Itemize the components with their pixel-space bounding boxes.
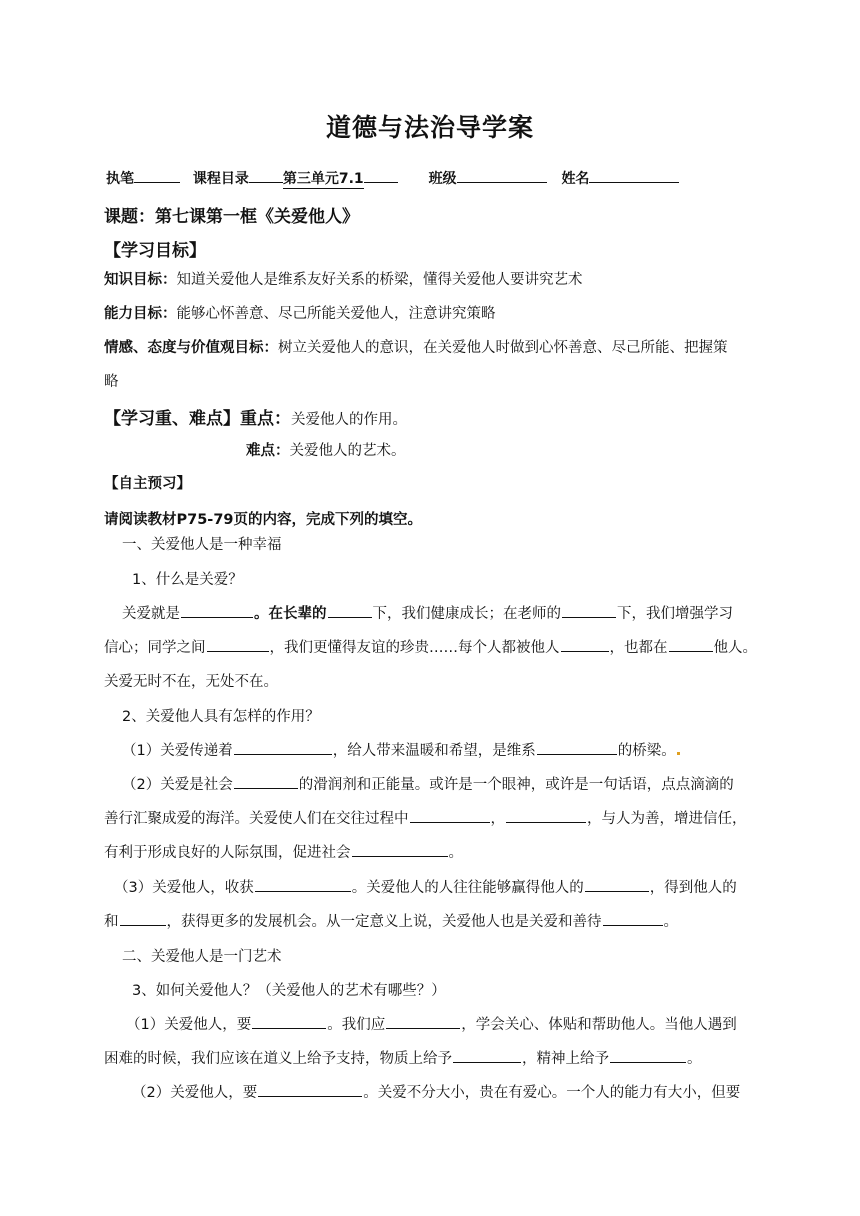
- blank[interactable]: [234, 739, 332, 755]
- mark-dot: [677, 752, 680, 755]
- blank[interactable]: [258, 1081, 362, 1097]
- ability-label: 能力目标：: [104, 306, 177, 322]
- catalog-blank: [249, 166, 283, 183]
- p1-line-3: 关爱无时不在，无处不在。: [104, 674, 278, 690]
- ability-goal: [104, 302, 496, 323]
- catalog-blank-2: [364, 166, 398, 183]
- question-1: 1、什么是关爱？: [132, 572, 243, 588]
- key-label: 【学习重、难点】重点：: [104, 409, 291, 429]
- goals-heading: 【学习目标】: [104, 241, 206, 261]
- p2-line: （1）关爱传递着 ，给人带来温暖和希望，是维系 的桥梁。: [122, 739, 680, 760]
- emotion-goal: [104, 336, 728, 357]
- pen-blank[interactable]: [134, 166, 180, 183]
- question-2: 2、关爱他人具有怎样的作用？: [122, 709, 320, 725]
- preview-heading: 【自主预习】: [104, 476, 191, 492]
- class-blank[interactable]: [457, 166, 547, 183]
- key-point: [104, 404, 407, 429]
- section-2-heading: 二、关爱他人是一门艺术: [122, 949, 282, 965]
- catalog-label: 课程目录: [192, 171, 249, 187]
- emotion-label: 情感、态度与价值观目标：: [104, 340, 278, 356]
- catalog-value: 第三单元7.1: [283, 168, 364, 189]
- knowledge-label: 知识目标：: [104, 272, 177, 288]
- blank[interactable]: [603, 910, 663, 926]
- instruction: 请阅读教材P75-79页的内容，完成下列的填空。: [104, 512, 423, 528]
- blank[interactable]: [255, 876, 351, 892]
- blank[interactable]: [537, 739, 617, 755]
- p5-line-1: （1）关爱他人，要 。我们应 ，学会关心、体贴和帮助他人。当他人遇到: [126, 1013, 737, 1034]
- blank[interactable]: [669, 636, 713, 652]
- blank[interactable]: [453, 1047, 521, 1063]
- pen-label: 执笔: [106, 171, 134, 187]
- emotion-goal-cont: 略: [104, 374, 119, 390]
- blank[interactable]: [585, 876, 649, 892]
- blank[interactable]: [181, 602, 253, 618]
- p3-line-3: 有利于形成良好的人际氛围，促进社会 。: [104, 841, 463, 862]
- ability-text: 能够心怀善意、尽己所能关爱他人，注意讲究策略: [176, 306, 496, 322]
- p1-line-1: 关爱就是 。在长辈的 下，我们健康成长；在老师的 下，我们增强学习: [122, 602, 733, 623]
- key-text: 关爱他人的作用。: [291, 412, 407, 428]
- blank[interactable]: [328, 602, 372, 618]
- p5-line-2: 困难的时候，我们应该在道义上给予支持，物质上给予 ，精神上给予 。: [104, 1047, 702, 1068]
- blank[interactable]: [610, 1047, 686, 1063]
- blank[interactable]: [562, 602, 616, 618]
- name-blank[interactable]: [589, 166, 679, 183]
- document-title: 道德与法治导学案: [325, 113, 534, 142]
- lesson-title: 课题：第七课第一框《关爱他人》: [104, 207, 359, 227]
- blank[interactable]: [234, 773, 298, 789]
- section-1-heading: 一、关爱他人是一种幸福: [122, 537, 282, 553]
- p6-line-1: （2）关爱他人，要 。关爱不分大小，贵在有爱心。一个人的能力有大小，但要: [132, 1081, 740, 1102]
- blank[interactable]: [410, 807, 490, 823]
- difficult-point: [246, 439, 406, 460]
- difficult-text: 关爱他人的艺术。: [289, 443, 406, 459]
- p4-line-1: （3）关爱他人，收获 。关爱他人的人往往能够赢得他人的 ，得到他人的: [114, 876, 737, 897]
- blank[interactable]: [561, 636, 609, 652]
- p1-line-2: 信心；同学之间 ，我们更懂得友谊的珍贵……每个人都被他人 ，也都在 他人。: [104, 636, 757, 657]
- question-3: 3、如何关爱他人？（关爱他人的艺术有哪些？）: [132, 983, 446, 999]
- class-label: 班级: [428, 171, 457, 187]
- blank[interactable]: [352, 841, 448, 857]
- p4-line-2: 和 ，获得更多的发展机会。从一定意义上说，关爱他人也是关爱和善待 。: [104, 910, 678, 931]
- difficult-label: 难点：: [246, 443, 290, 459]
- blank[interactable]: [207, 636, 269, 652]
- p3-line-1: （2）关爱是社会 的滑润剂和正能量。或许是一个眼神，或许是一句话语，点点滴滴的: [122, 773, 734, 794]
- blank[interactable]: [506, 807, 586, 823]
- knowledge-goal: [104, 268, 583, 289]
- blank[interactable]: [120, 910, 166, 926]
- blank[interactable]: [386, 1013, 460, 1029]
- knowledge-text: 知道关爱他人是维系友好关系的桥梁，懂得关爱他人要讲究艺术: [176, 272, 583, 288]
- header-meta: [106, 166, 679, 189]
- p3-line-2: 善行汇聚成爱的海洋。关爱使人们在交往过程中 ， ，与人为善，增进信任，: [104, 807, 747, 828]
- blank[interactable]: [252, 1013, 326, 1029]
- name-label: 姓名: [561, 171, 590, 187]
- emotion-text: 树立关爱他人的意识，在关爱他人时做到心怀善意、尽己所能、把握策: [278, 340, 728, 356]
